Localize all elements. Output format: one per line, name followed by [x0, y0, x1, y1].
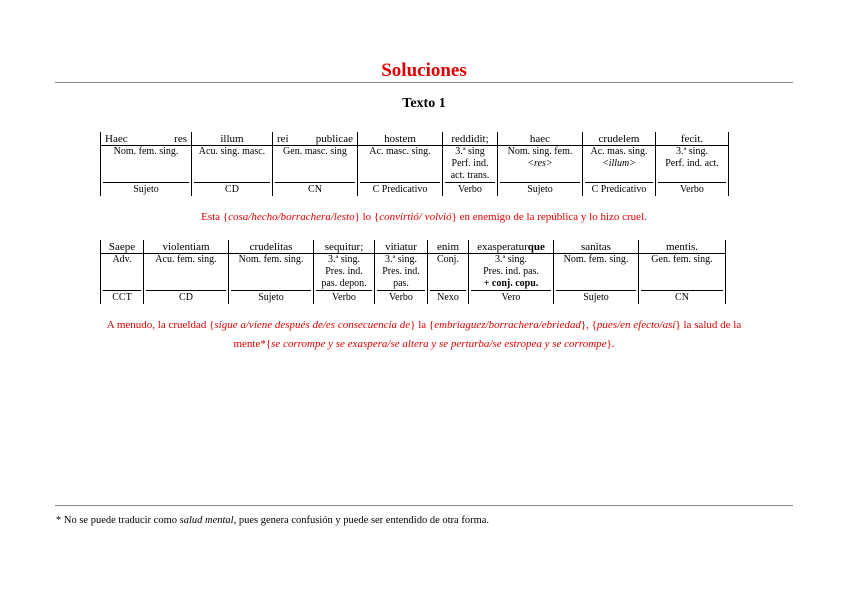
- function-label: Sujeto: [527, 184, 553, 195]
- function-label: Verbo: [332, 292, 356, 303]
- morph-text: pas. depon.: [321, 278, 367, 289]
- morph-cell: [469, 254, 554, 291]
- word-cell: [656, 132, 729, 146]
- function-cell: [314, 290, 375, 304]
- morph-text: Pres. ind.: [325, 266, 363, 277]
- function-cell: [101, 182, 192, 196]
- morph-cell: [554, 254, 639, 291]
- footnote: [56, 515, 489, 526]
- function-cell: [469, 290, 554, 304]
- latin-word: crudelem: [598, 133, 640, 145]
- morph-text: Ac. masc. sing.: [369, 146, 431, 157]
- translation-options: sigue a/viene después de/es consecuencia de: [214, 319, 411, 331]
- function-label: Verbo: [389, 292, 413, 303]
- word-cell: [101, 240, 144, 254]
- morph-text: Nom. fem. sing.: [563, 254, 629, 265]
- translation-text: } en enemigo de la república y lo hizo cruel.: [451, 211, 647, 223]
- latin-word: haec: [529, 133, 551, 145]
- morph-text: 3.ª sing.: [328, 254, 360, 265]
- morph-text: act. trans.: [450, 170, 490, 181]
- function-cell: [375, 290, 428, 304]
- section-title: Texto 1: [402, 96, 446, 111]
- function-cell: [656, 182, 729, 196]
- footnote-separator: [55, 505, 793, 506]
- function-label: C Predicativo: [372, 184, 428, 195]
- function-label: Verbo: [458, 184, 482, 195]
- function-label: Sujeto: [258, 292, 284, 303]
- function-cell: [192, 182, 273, 196]
- function-cell: [229, 290, 314, 304]
- function-cell: [583, 182, 656, 196]
- latin-word: hostem: [384, 133, 416, 145]
- morph-cell: [639, 254, 726, 291]
- morph-cell: [428, 254, 469, 291]
- word-cell: [428, 240, 469, 254]
- function-cell: [101, 290, 144, 304]
- latin-word: mentis.: [665, 241, 699, 253]
- morph-text: Gen. masc. sing: [283, 146, 347, 157]
- latin-word: res: [174, 133, 187, 145]
- word-cell: [144, 240, 229, 254]
- latin-word: enim: [437, 241, 459, 253]
- translation-text: } la salud de la: [675, 319, 742, 331]
- latin-word: Haec: [105, 133, 128, 145]
- morph-cell: [101, 254, 144, 291]
- function-label: Sujeto: [583, 292, 609, 303]
- morph-cell: [101, 146, 192, 183]
- translation-text: } lo {: [354, 211, 380, 223]
- analysis-table-2: [100, 240, 726, 304]
- function-cell: [144, 290, 229, 304]
- function-label: Sujeto: [133, 184, 159, 195]
- page-title: Soluciones: [381, 60, 467, 81]
- latin-word: exasperatur: [477, 241, 528, 253]
- translation-options: se corrompe y se exaspera/se altera y se perturba/se estropea y se corrompe: [271, 338, 607, 350]
- function-cell: [443, 182, 498, 196]
- word-cell: [192, 132, 273, 146]
- morph-text: 3.ª sing.: [495, 254, 527, 265]
- morph-text: pas.: [393, 278, 409, 289]
- word-cell: [273, 132, 358, 146]
- morph-text: Adv.: [112, 254, 132, 265]
- function-label: Vero: [501, 292, 521, 303]
- footnote-text: , pues genera confusión y puede ser entendido de otra forma.: [233, 515, 490, 526]
- morph-cell: [314, 254, 375, 291]
- function-cell: [428, 290, 469, 304]
- function-cell: [273, 182, 358, 196]
- translation-options: pues/en efecto/así: [596, 319, 676, 331]
- translation-text: } la {: [410, 319, 435, 331]
- word-cell: [498, 132, 583, 146]
- morph-cell: [443, 146, 498, 183]
- word-cell: [358, 132, 443, 146]
- latin-word: crudelitas: [249, 241, 293, 253]
- morph-note: + conj. copu.: [483, 278, 539, 289]
- morph-text: 3.ª sing.: [676, 146, 708, 157]
- word-cell: [639, 240, 726, 254]
- translation-text: Esta {: [201, 211, 229, 223]
- morph-cell: [229, 254, 314, 291]
- function-label: Nexo: [437, 292, 459, 303]
- function-label: CCT: [112, 292, 132, 303]
- translation-text: }, {: [580, 319, 597, 331]
- morph-reference: <illum>: [601, 158, 637, 169]
- morph-text: Pres. ind.: [382, 266, 420, 277]
- translation-options: embriaguez/borrachera/ebriedad: [434, 319, 581, 331]
- morph-text: Perf. ind.: [451, 158, 489, 169]
- morph-text: Nom. fem. sing.: [113, 146, 179, 157]
- translation-options: cosa/hecho/borrachera/lesto: [228, 211, 355, 223]
- function-label: CN: [308, 184, 322, 195]
- morph-cell: [656, 146, 729, 183]
- translation-options: convirtió/ volvió: [379, 211, 452, 223]
- morph-text: Pres. ind. pas.: [483, 266, 539, 277]
- morph-text: Acu. fem. sing.: [155, 254, 217, 265]
- morph-text: 3.ª sing.: [385, 254, 417, 265]
- latin-word: illum: [220, 133, 244, 145]
- morph-cell: [273, 146, 358, 183]
- latin-word: vitiatur: [385, 241, 417, 253]
- latin-word: reddidit;: [451, 133, 489, 145]
- function-cell: [639, 290, 726, 304]
- word-cell: [583, 132, 656, 146]
- footnote-text: * No se puede traducir como: [56, 515, 180, 526]
- function-cell: [554, 290, 639, 304]
- morph-cell: [192, 146, 273, 183]
- footnote-emphasis: salud mental: [179, 515, 234, 526]
- function-label: CD: [225, 184, 239, 195]
- morph-cell: [358, 146, 443, 183]
- word-cell: [314, 240, 375, 254]
- morph-cell: [375, 254, 428, 291]
- word-cell: [554, 240, 639, 254]
- latin-enclitic: que: [527, 241, 545, 253]
- morph-text: Gen. fem. sing.: [651, 254, 713, 265]
- translation-text: }.: [606, 338, 615, 350]
- latin-word: sequitur;: [324, 241, 364, 253]
- title-underline: [55, 82, 793, 83]
- morph-text: 3.ª sing: [455, 146, 485, 157]
- latin-word: Saepe: [108, 241, 136, 253]
- word-cell: [375, 240, 428, 254]
- word-cell: [101, 132, 192, 146]
- morph-text: Perf. ind. act.: [665, 158, 719, 169]
- morph-cell: [144, 254, 229, 291]
- translation-text: mente*{: [233, 338, 272, 350]
- morph-text: Acu. sing. masc.: [198, 146, 266, 157]
- function-label: CD: [179, 292, 193, 303]
- translation-text: A menudo, la crueldad {: [106, 319, 215, 331]
- morph-text: Nom. fem. sing.: [238, 254, 304, 265]
- translation-2: [40, 316, 808, 354]
- word-cell: [443, 132, 498, 146]
- morph-cell: [583, 146, 656, 183]
- morph-text: Nom. sing. fem.: [507, 146, 573, 157]
- function-label: C Predicativo: [591, 184, 647, 195]
- function-cell: [358, 182, 443, 196]
- morph-reference: <res>: [527, 158, 553, 169]
- function-label: CN: [675, 292, 689, 303]
- analysis-table-1: [100, 132, 729, 196]
- word-cell: [469, 240, 554, 254]
- translation-1: [40, 208, 808, 227]
- latin-word: publicae: [315, 133, 353, 145]
- word-cell: [229, 240, 314, 254]
- function-cell: [498, 182, 583, 196]
- morph-text: Conj.: [437, 254, 459, 265]
- morph-text: Ac. mas. sing.: [590, 146, 648, 157]
- latin-word: fecit.: [680, 133, 704, 145]
- latin-word: rei: [277, 133, 289, 145]
- morph-cell: [498, 146, 583, 183]
- function-label: Verbo: [680, 184, 704, 195]
- latin-word: sanitas: [581, 241, 611, 253]
- latin-word: violentiam: [162, 241, 210, 253]
